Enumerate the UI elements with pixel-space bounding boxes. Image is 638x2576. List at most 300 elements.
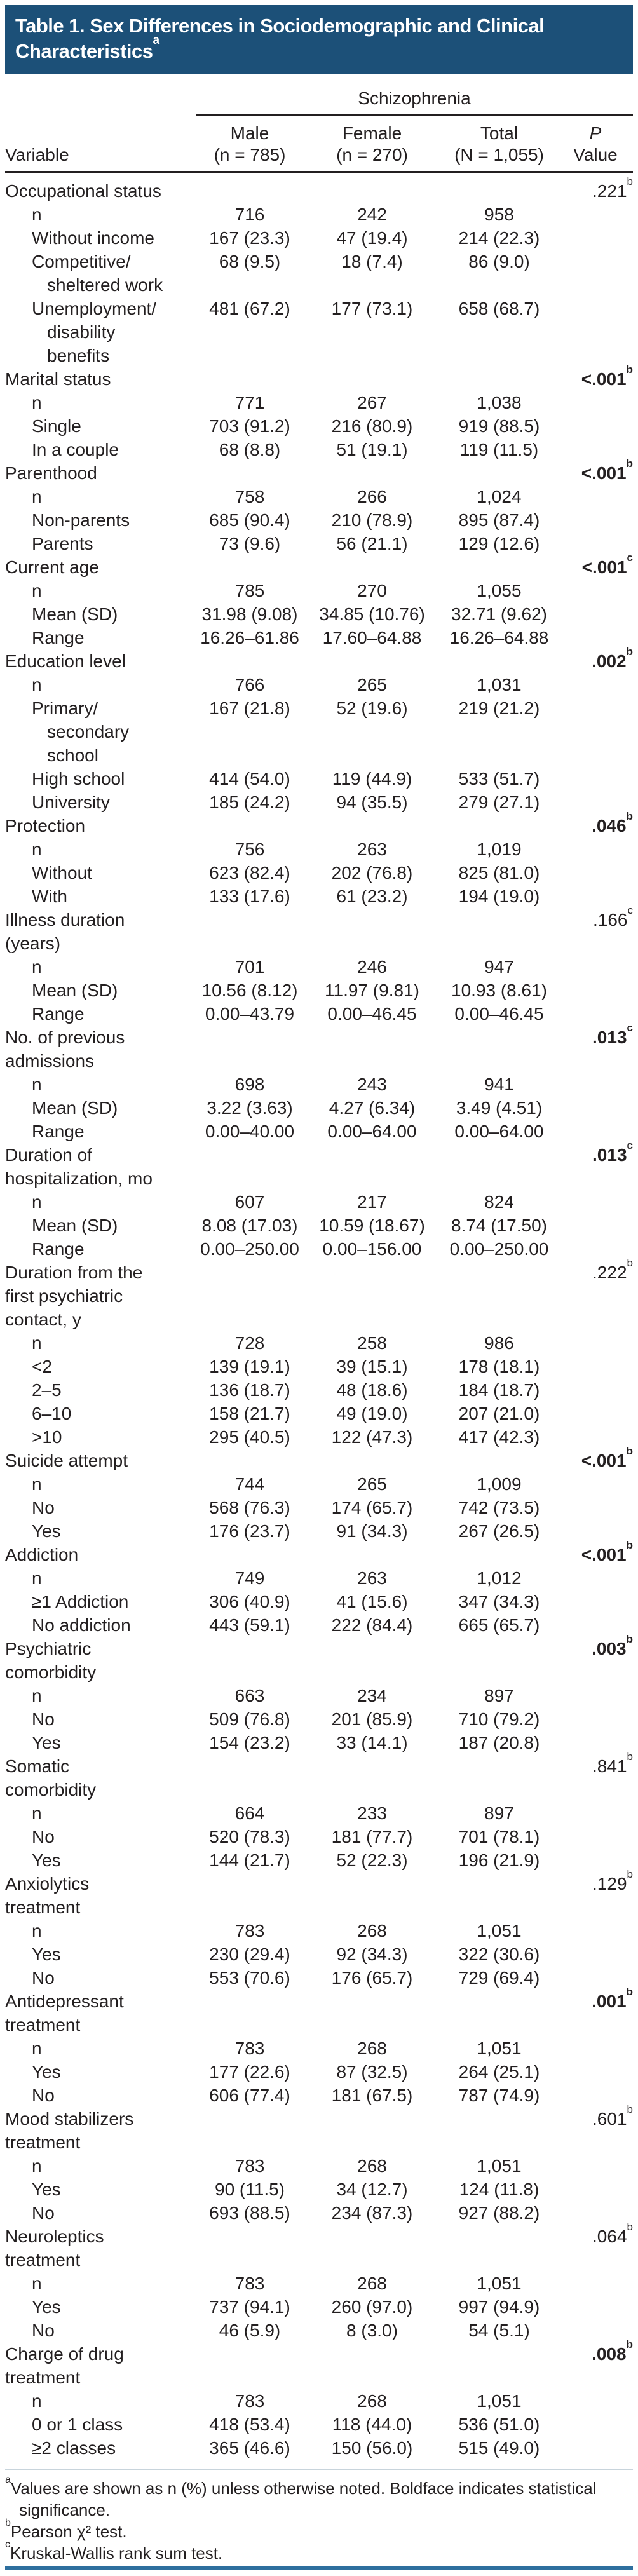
cell-female: 177 (73.1) — [331, 299, 413, 318]
p-value-cell: <.001$^b$ — [581, 1538, 633, 1564]
cell-male: 133 (17.6) — [209, 886, 290, 906]
table-row — [5, 673, 633, 696]
section-label: Marital status — [5, 369, 111, 389]
cell-total: 1,009 — [477, 1474, 522, 1494]
p-value-cell — [558, 955, 633, 979]
cell-male: 481 (67.2) — [209, 299, 290, 318]
section-label: Anxiolytics treatment — [5, 1874, 90, 1917]
cell-male: 607 — [234, 1192, 265, 1212]
table-body — [5, 175, 633, 2460]
table-row — [5, 391, 633, 414]
cell-female: 4.27 (6.34) — [329, 1098, 416, 1118]
cell-male: 0.00–43.79 — [205, 1004, 295, 1024]
cell-female: 0.00–64.00 — [327, 1122, 417, 1141]
section-label: Mood stabilizers treatment — [5, 2109, 134, 2152]
p-value-cell — [558, 1566, 633, 1590]
cell-female: 260 (97.0) — [331, 2297, 413, 2317]
row-label: No addiction — [32, 1615, 131, 1635]
cell-male: 158 (21.7) — [209, 1404, 290, 1423]
cell-female: 94 (35.5) — [336, 792, 408, 812]
p-value-cell — [558, 226, 633, 250]
p-value-cell — [558, 1731, 633, 1754]
cell-total: 658 (68.7) — [458, 299, 540, 318]
p-value-cell — [558, 250, 633, 297]
table-row — [5, 1801, 633, 1825]
header-rule — [5, 171, 633, 173]
p-footnote-marker: b — [626, 2338, 633, 2350]
row-label: n — [32, 1333, 42, 1353]
table-row — [5, 363, 633, 391]
cell-female: 8 (3.0) — [346, 2321, 398, 2340]
cell-total: 264 (25.1) — [458, 2062, 540, 2082]
table-row — [5, 2220, 633, 2272]
p-value-cell — [558, 837, 633, 861]
cell-male — [196, 367, 304, 391]
section-label: Education level — [5, 651, 126, 671]
cell-total — [440, 2107, 558, 2154]
cell-female: 181 (77.7) — [331, 1827, 413, 1847]
section-label: Current age — [5, 557, 99, 577]
footnote-rule — [5, 2469, 633, 2470]
p-value-cell — [558, 485, 633, 508]
cell-female: 265 — [357, 675, 387, 695]
table-row — [5, 602, 633, 626]
p-value-cell — [558, 1378, 633, 1402]
cell-male — [196, 1143, 304, 1190]
cell-male: 230 (29.4) — [209, 1944, 290, 1964]
table-row — [5, 2037, 633, 2060]
cell-total: 941 — [484, 1074, 514, 1094]
cell-male: 749 — [234, 1568, 265, 1588]
cell-male: 443 (59.1) — [209, 1615, 290, 1635]
p-value-cell — [558, 1002, 633, 1026]
table-row — [5, 1444, 633, 1472]
cell-total: 536 (51.0) — [458, 2415, 540, 2434]
p-value-column-header: P Value — [573, 123, 618, 165]
cell-total — [440, 1261, 558, 1331]
cell-male — [196, 908, 304, 955]
cell-total: 897 — [484, 1686, 514, 1705]
cell-female — [304, 2225, 440, 2272]
p-value-cell — [558, 2436, 633, 2460]
cell-female: 263 — [357, 1568, 387, 1588]
row-label: n — [32, 205, 42, 224]
p-value-cell — [558, 579, 633, 602]
p-value-cell: .129$^b$ — [592, 1868, 633, 1894]
p-value-cell — [558, 1190, 633, 1214]
cell-male: 698 — [234, 1074, 265, 1094]
row-label: n — [32, 2156, 42, 2176]
cell-total: 10.93 (8.61) — [451, 980, 547, 1000]
cell-male — [196, 461, 304, 485]
cell-total: 665 (65.7) — [458, 1615, 540, 1635]
p-value-cell: <.001$^b$ — [581, 1444, 633, 1470]
row-label: Mean (SD) — [32, 604, 118, 624]
p-value-cell: .046$^b$ — [592, 810, 633, 836]
row-label: High school — [32, 769, 125, 789]
table-row — [5, 1021, 633, 1073]
cell-male: 703 (91.2) — [209, 416, 290, 436]
cell-total: 119 (11.5) — [459, 440, 539, 459]
row-label: Yes — [32, 1521, 61, 1541]
cell-total — [440, 814, 558, 837]
cell-total: 1,012 — [477, 1568, 522, 1588]
cell-total: 787 (74.9) — [458, 2085, 540, 2105]
table-row — [5, 579, 633, 602]
row-label: n — [32, 2038, 42, 2058]
table-row — [5, 1919, 633, 1942]
cell-female: 217 — [357, 1192, 387, 1212]
table-row — [5, 2084, 633, 2107]
cell-male: 756 — [234, 839, 265, 859]
cell-total: 895 (87.4) — [458, 510, 540, 530]
cell-male: 177 (22.6) — [209, 2062, 290, 2082]
cell-male: 73 (9.6) — [219, 534, 281, 553]
table-row — [5, 2178, 633, 2201]
bottom-accent-rule — [5, 2566, 633, 2570]
cell-male — [196, 2342, 304, 2389]
table-row — [5, 1519, 633, 1543]
table-row — [5, 203, 633, 226]
p-value-cell — [558, 1425, 633, 1449]
p-value-cell — [558, 1942, 633, 1966]
row-label: n — [32, 393, 42, 412]
cell-total: 1,051 — [477, 2274, 522, 2293]
cell-total: 347 (34.3) — [458, 1592, 540, 1611]
p-footnote-marker: b — [627, 1256, 633, 1269]
cell-male: 306 (40.9) — [209, 1592, 290, 1611]
cell-female: 243 — [357, 1074, 387, 1094]
cell-total: 515 (49.0) — [458, 2438, 540, 2458]
cell-total — [440, 1754, 558, 1801]
row-label: No — [32, 1498, 55, 1517]
table-row — [5, 1825, 633, 1848]
cell-female: 61 (23.2) — [336, 886, 408, 906]
table-row — [5, 2413, 633, 2436]
cell-male: 783 — [234, 2391, 265, 2411]
row-label: In a couple — [32, 440, 119, 459]
spanner-row — [5, 88, 633, 116]
p-value-cell: .013$^c$ — [592, 1139, 633, 1165]
row-label: No — [32, 2085, 55, 2105]
p-value-cell — [558, 2272, 633, 2295]
cell-female: 92 (34.3) — [336, 1944, 408, 1964]
cell-total: 86 (9.0) — [468, 252, 530, 271]
row-label: Yes — [32, 1944, 61, 1964]
table-row — [5, 1942, 633, 1966]
table-row — [5, 1139, 633, 1190]
p-value-cell — [558, 1684, 633, 1707]
section-label: Somatic comorbidity — [5, 1756, 97, 1800]
p-value-cell — [558, 203, 633, 226]
table-row — [5, 1538, 633, 1566]
table-row — [5, 979, 633, 1002]
cell-female: 33 (14.1) — [336, 1733, 408, 1752]
table-row — [5, 790, 633, 814]
cell-male: 568 (76.3) — [209, 1498, 290, 1517]
p-value-cell — [558, 885, 633, 908]
row-label: n — [32, 1074, 42, 1094]
cell-female: 258 — [357, 1333, 387, 1353]
p-footnote-marker: b — [627, 2103, 633, 2115]
cell-total — [440, 1543, 558, 1566]
cell-male: 10.56 (8.12) — [201, 980, 298, 1000]
table-row — [5, 2154, 633, 2178]
row-label: No — [32, 2321, 55, 2340]
table-row — [5, 508, 633, 532]
table-row — [5, 1237, 633, 1261]
row-label: Mean (SD) — [32, 1216, 118, 1235]
table-row — [5, 837, 633, 861]
table-row — [5, 1002, 633, 1026]
p-value-cell: <.001$^b$ — [581, 457, 633, 483]
cell-male: 783 — [234, 2038, 265, 2058]
p-value-cell — [558, 508, 633, 532]
cell-total: 1,031 — [477, 675, 522, 695]
table-row — [5, 457, 633, 485]
cell-total: 729 (69.4) — [458, 1968, 540, 1988]
cell-total: 927 (88.2) — [458, 2203, 540, 2223]
cell-female: 56 (21.1) — [336, 534, 408, 553]
footnote-c: $^c$Kruskal-Wallis rank sum test. — [5, 2539, 223, 2563]
cell-male — [196, 2225, 304, 2272]
p-value-cell: .003$^b$ — [592, 1632, 633, 1658]
cell-female: 52 (19.6) — [336, 698, 408, 718]
p-value-cell — [558, 979, 633, 1002]
cell-male: 771 — [234, 393, 265, 412]
cell-female: 268 — [357, 2391, 387, 2411]
cell-total: 124 (11.8) — [459, 2179, 540, 2199]
cell-female: 270 — [357, 581, 387, 600]
p-value-cell — [558, 673, 633, 696]
table-row — [5, 250, 633, 297]
cell-female: 17.60–64.88 — [322, 628, 422, 647]
table-row — [5, 2338, 633, 2389]
p-value-cell — [558, 2413, 633, 2436]
row-label: Single — [32, 416, 81, 436]
cell-total: 214 (22.3) — [458, 228, 540, 248]
cell-male: 509 (76.8) — [209, 1709, 290, 1729]
cell-male — [196, 1990, 304, 2037]
cell-male: 685 (90.4) — [209, 510, 290, 530]
cell-female: 268 — [357, 2156, 387, 2176]
p-value-cell — [558, 1848, 633, 1872]
p-value-cell — [558, 696, 633, 767]
cell-total — [440, 367, 558, 391]
table-row — [5, 1632, 633, 1684]
cell-male: 414 (54.0) — [209, 769, 290, 789]
row-label: Mean (SD) — [32, 1098, 118, 1118]
cell-total — [440, 555, 558, 579]
table-row — [5, 226, 633, 250]
p-value-cell — [558, 1801, 633, 1825]
p-value-cell — [558, 1331, 633, 1355]
cell-female: 234 (87.3) — [331, 2203, 413, 2223]
row-label: n — [32, 839, 42, 859]
cell-male — [196, 1754, 304, 1801]
cell-male: 365 (46.6) — [209, 2438, 290, 2458]
cell-total: 986 — [484, 1333, 514, 1353]
cell-male — [196, 814, 304, 837]
p-value-cell — [558, 391, 633, 414]
cell-male: 46 (5.9) — [219, 2321, 281, 2340]
p-footnote-marker: b — [626, 645, 633, 658]
row-label: ≥1 Addiction — [32, 1592, 129, 1611]
p-value-cell — [558, 1519, 633, 1543]
cell-female: 233 — [357, 1803, 387, 1823]
row-label: n — [32, 1474, 42, 1494]
cell-total: 897 — [484, 1803, 514, 1823]
cell-female: 119 (44.9) — [332, 769, 412, 789]
cell-total: 207 (21.0) — [458, 1404, 540, 1423]
cell-female — [304, 2107, 440, 2154]
row-label: Range — [32, 1239, 85, 1259]
table-row — [5, 1402, 633, 1425]
cell-total — [440, 1449, 558, 1472]
p-value-cell: .064$^b$ — [592, 2220, 633, 2246]
table-row — [5, 1425, 633, 1449]
p-value-cell — [558, 1707, 633, 1731]
cell-female — [304, 1143, 440, 1190]
p-value-cell — [558, 1214, 633, 1237]
cell-female: 0.00–46.45 — [327, 1004, 417, 1024]
cell-total: 0.00–46.45 — [454, 1004, 544, 1024]
cell-total: 533 (51.7) — [458, 769, 540, 789]
section-label: Duration from the first psychiatric contact, y — [5, 1263, 143, 1329]
p-footnote-marker: c — [627, 1139, 633, 1151]
p-value-cell: .221$^b$ — [592, 175, 633, 201]
cell-male: 418 (53.4) — [209, 2415, 290, 2434]
p-value-cell — [558, 790, 633, 814]
row-label: Without income — [32, 228, 154, 248]
cell-female: 18 (7.4) — [341, 252, 403, 271]
cell-female: 234 — [357, 1686, 387, 1705]
cell-total: 997 (94.9) — [458, 2297, 540, 2317]
cell-female: 267 — [357, 393, 387, 412]
footnotes — [5, 2474, 633, 2564]
cell-female: 268 — [357, 2038, 387, 2058]
table-title-footnote-marker: a — [153, 33, 160, 47]
cell-male: 783 — [234, 1921, 265, 1941]
p-value-cell — [558, 1825, 633, 1848]
cell-female: 268 — [357, 1921, 387, 1941]
cell-male: 185 (24.2) — [209, 792, 290, 812]
table-row — [5, 1355, 633, 1378]
cell-male: 716 — [234, 205, 265, 224]
cell-female: 210 (78.9) — [331, 510, 413, 530]
p-value-cell — [558, 2060, 633, 2084]
cell-total: 184 (18.7) — [458, 1380, 540, 1400]
p-value-cell — [558, 1590, 633, 1613]
p-footnote-marker: b — [626, 810, 633, 822]
cell-male: 553 (70.6) — [209, 1968, 290, 1988]
row-label: n — [32, 1192, 42, 1212]
table-row — [5, 1868, 633, 1919]
cell-female — [304, 367, 440, 391]
section-label: Duration of hospitalization, mo — [5, 1145, 153, 1188]
row-label: With — [32, 886, 67, 906]
cell-male: 136 (18.7) — [209, 1380, 290, 1400]
table-row — [5, 696, 633, 767]
row-label: n — [32, 581, 42, 600]
row-label: n — [32, 2274, 42, 2293]
p-value-cell: .601$^b$ — [592, 2103, 633, 2129]
p-footnote-marker: c — [627, 551, 633, 564]
p-value-cell — [558, 1496, 633, 1519]
footnote-a: $^a$Values are shown as n (%) unless otherwise noted. Boldface indicates statistical significance. — [5, 2474, 597, 2519]
p-value-cell — [558, 532, 633, 555]
table-row — [5, 297, 633, 367]
table-title: Table 1. Sex Differences in Sociodemographic and Clinical Characteristics — [15, 15, 545, 62]
row-label: University — [32, 792, 110, 812]
row-label: Range — [32, 1004, 85, 1024]
row-label: Unemployment/ disability benefits — [32, 299, 157, 365]
total-column-header: Total (N = 1,055) — [454, 123, 544, 165]
row-label: Primary/ secondary school — [32, 698, 130, 765]
cell-male: 31.98 (9.08) — [201, 604, 298, 624]
cell-total — [440, 179, 558, 203]
section-label: Suicide attempt — [5, 1451, 128, 1470]
cell-female: 52 (22.3) — [336, 1850, 408, 1870]
row-label: n — [32, 1686, 42, 1705]
cell-total: 129 (12.6) — [458, 534, 540, 553]
cell-total: 1,019 — [477, 839, 522, 859]
p-value-cell — [558, 2319, 633, 2342]
column-header-row — [5, 123, 633, 166]
female-column-header: Female (n = 270) — [336, 123, 408, 165]
column-group-header: Schizophrenia — [196, 88, 633, 116]
cell-total: 3.49 (4.51) — [456, 1098, 543, 1118]
row-label: n — [32, 1803, 42, 1823]
cell-female — [304, 1449, 440, 1472]
table-row — [5, 1613, 633, 1637]
table-header — [5, 88, 633, 173]
cell-female: 10.59 (18.67) — [319, 1216, 425, 1235]
table-row — [5, 1966, 633, 1990]
section-label: Addiction — [5, 1545, 79, 1564]
cell-female: 0.00–156.00 — [322, 1239, 422, 1259]
cell-female — [304, 649, 440, 673]
table-row — [5, 1256, 633, 1331]
row-label: Mean (SD) — [32, 980, 118, 1000]
row-label: 0 or 1 class — [32, 2415, 123, 2434]
row-label: Non-parents — [32, 510, 130, 530]
cell-total: 947 — [484, 957, 514, 977]
cell-total: 1,038 — [477, 393, 522, 412]
cell-female — [304, 908, 440, 955]
cell-total: 187 (20.8) — [458, 1733, 540, 1752]
table-row — [5, 1120, 633, 1143]
table-row — [5, 885, 633, 908]
cell-total: 710 (79.2) — [458, 1709, 540, 1729]
cell-total — [440, 1637, 558, 1684]
p-footnote-marker: b — [626, 457, 633, 470]
p-footnote-marker: b — [627, 2220, 633, 2233]
cell-male — [196, 1872, 304, 1919]
cell-total — [440, 1990, 558, 2037]
cell-female: 266 — [357, 487, 387, 506]
cell-total: 958 — [484, 205, 514, 224]
cell-total — [440, 461, 558, 485]
p-value-cell: .002$^b$ — [592, 645, 633, 671]
cell-total: 701 (78.1) — [458, 1827, 540, 1847]
table-row — [5, 175, 633, 203]
table-row — [5, 532, 633, 555]
cell-female: 34 (12.7) — [336, 2179, 408, 2199]
cell-female: 91 (34.3) — [336, 1521, 408, 1541]
cell-female: 222 (84.4) — [331, 1615, 413, 1635]
p-footnote-marker: c — [627, 1021, 633, 1034]
